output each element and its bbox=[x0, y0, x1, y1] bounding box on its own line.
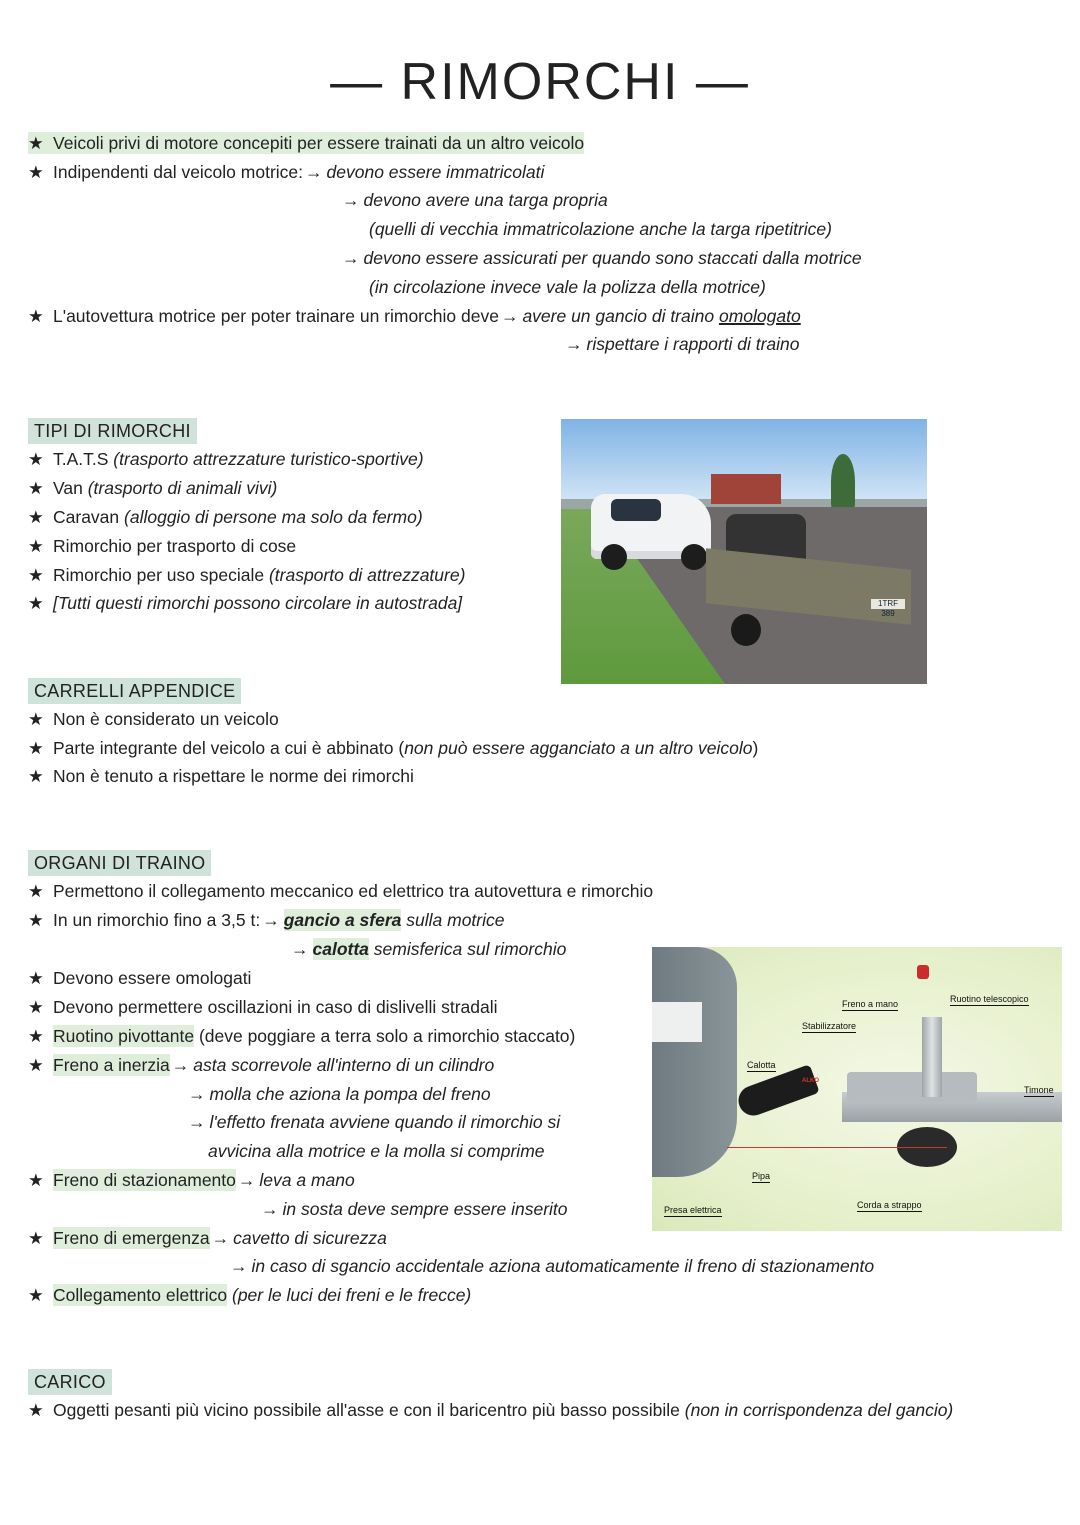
intro-line-3 bbox=[340, 187, 608, 213]
list-item-continued bbox=[186, 1109, 560, 1135]
intro-line-8 bbox=[563, 331, 800, 357]
text: Oggetti pesanti più vicino possibile all'asse e con il baricentro più basso possibile bbox=[53, 1400, 685, 1420]
page-title: — RIMORCHI — bbox=[330, 53, 750, 111]
text: (alloggio di persone ma solo da fermo) bbox=[119, 507, 423, 527]
text: Indipendenti dal veicolo motrice: bbox=[53, 162, 304, 182]
arrow-icon: → bbox=[230, 1256, 248, 1276]
list-item bbox=[28, 878, 653, 904]
text: Non è tenuto a rispettare le norme dei rimorchi bbox=[53, 766, 414, 786]
list-item bbox=[28, 475, 277, 501]
text: molla che aziona la pompa del freno bbox=[209, 1084, 491, 1104]
highlighted-text: calotta bbox=[312, 939, 369, 959]
arrow-icon: → bbox=[291, 939, 309, 959]
text: cavetto di sicurezza bbox=[233, 1228, 387, 1248]
text: sulla motrice bbox=[401, 910, 505, 930]
list-item bbox=[28, 446, 424, 472]
label-presa-elettrica: Presa elettrica bbox=[664, 1205, 722, 1215]
arrow-icon: → bbox=[237, 1170, 256, 1190]
star-icon: ★ bbox=[28, 738, 44, 758]
list-item bbox=[28, 735, 758, 761]
text: asta scorrevole all'interno di un cilindro bbox=[193, 1055, 495, 1075]
label-stabilizzatore: Stabilizzatore bbox=[802, 1021, 857, 1031]
star-icon: ★ bbox=[28, 565, 44, 585]
star-icon: ★ bbox=[28, 536, 44, 556]
text: ) bbox=[752, 738, 759, 758]
arrow-icon: → bbox=[211, 1228, 230, 1248]
list-item bbox=[28, 1225, 387, 1251]
text: devono essere immatricolati bbox=[326, 162, 545, 182]
text: (trasporto di animali vivi) bbox=[82, 478, 278, 498]
star-icon: ★ bbox=[28, 133, 44, 153]
list-item bbox=[28, 1167, 355, 1193]
intro-line-4: (quelli di vecchia immatricolazione anche la targa ripetitrice) bbox=[369, 219, 832, 239]
list-item-continued bbox=[228, 1253, 874, 1279]
arrow-icon: → bbox=[565, 334, 583, 354]
text: avere un gancio di traino bbox=[522, 306, 719, 326]
list-item-continued: avvicina alla motrice e la molla si comprime bbox=[208, 1141, 545, 1161]
text: Rimorchio per uso speciale bbox=[53, 565, 265, 585]
list-item bbox=[28, 763, 414, 789]
label-freno-a-mano: Freno a mano bbox=[842, 999, 899, 1009]
text: in caso di sgancio accidentale aziona automaticamente il freno di stazionamento bbox=[251, 1256, 875, 1276]
label-timone: Timone bbox=[1024, 1085, 1054, 1095]
star-icon: ★ bbox=[28, 968, 44, 988]
list-item bbox=[28, 533, 296, 559]
underlined-text: omologato bbox=[718, 306, 801, 326]
text: (non in corrispondenza del gancio) bbox=[684, 1400, 954, 1420]
highlighted-text: Freno di emergenza bbox=[53, 1228, 210, 1248]
arrow-icon: → bbox=[342, 248, 360, 268]
arrow-icon: → bbox=[171, 1055, 190, 1075]
text: non può essere agganciato a un altro veicolo bbox=[404, 738, 753, 758]
list-item bbox=[28, 907, 505, 933]
star-icon: ★ bbox=[28, 306, 44, 326]
list-item bbox=[28, 1282, 471, 1308]
list-item-continued bbox=[259, 1196, 568, 1222]
list-item bbox=[28, 1052, 494, 1078]
highlighted-text: gancio a sfera bbox=[283, 910, 402, 930]
list-item-continued bbox=[186, 1081, 491, 1107]
label-calotta: Calotta bbox=[747, 1060, 776, 1070]
list-item bbox=[28, 562, 465, 588]
star-icon: ★ bbox=[28, 997, 44, 1017]
list-item bbox=[28, 706, 279, 732]
text: (trasporto attrezzature turistico-sportive) bbox=[108, 449, 424, 469]
list-item bbox=[28, 1397, 953, 1423]
star-icon: ★ bbox=[28, 449, 44, 469]
section-header-tipi: TIPI DI RIMORCHI bbox=[28, 418, 197, 444]
text: Rimorchio per trasporto di cose bbox=[53, 536, 297, 556]
text: Veicoli privi di motore concepiti per essere trainati da un altro veicolo bbox=[53, 133, 585, 153]
text: In un rimorchio fino a 3,5 t: bbox=[53, 910, 261, 930]
text: Non è considerato un veicolo bbox=[53, 709, 279, 729]
text: rispettare i rapporti di traino bbox=[586, 334, 800, 354]
license-plate: 1TRF 389 bbox=[871, 599, 905, 609]
star-icon: ★ bbox=[28, 478, 44, 498]
intro-line-1 bbox=[28, 130, 584, 156]
text: Devono essere omologati bbox=[53, 968, 252, 988]
highlighted-text: Freno di stazionamento bbox=[53, 1170, 236, 1190]
list-item bbox=[28, 965, 251, 991]
star-icon: ★ bbox=[28, 1285, 44, 1305]
arrow-icon: → bbox=[305, 162, 323, 182]
list-item bbox=[28, 994, 498, 1020]
arrow-icon: → bbox=[262, 910, 280, 930]
star-icon: ★ bbox=[28, 162, 44, 182]
label-ruotino-telescopico: Ruotino telescopico bbox=[950, 994, 1029, 1004]
text: Van bbox=[53, 478, 83, 498]
star-icon: ★ bbox=[28, 881, 44, 901]
arrow-icon: → bbox=[188, 1084, 206, 1104]
text: devono essere assicurati per quando sono staccati dalla motrice bbox=[363, 248, 862, 268]
list-item bbox=[28, 1023, 575, 1049]
arrow-icon: → bbox=[188, 1112, 206, 1132]
text: in sosta deve sempre essere inserito bbox=[282, 1199, 568, 1219]
highlighted-text: Collegamento elettrico bbox=[53, 1285, 228, 1305]
intro-line-5 bbox=[340, 245, 862, 271]
intro-line-6: (in circolazione invece vale la polizza della motrice) bbox=[369, 277, 766, 297]
star-icon: ★ bbox=[28, 1400, 44, 1420]
trailer-photo bbox=[561, 419, 927, 684]
text: l'effetto frenata avviene quando il rimorchio si bbox=[209, 1112, 561, 1132]
label-corda-a-strappo: Corda a strappo bbox=[857, 1200, 922, 1210]
star-icon: ★ bbox=[28, 1026, 44, 1046]
label-pipa: Pipa bbox=[752, 1171, 771, 1181]
star-icon: ★ bbox=[28, 709, 44, 729]
text: T.A.T.S bbox=[53, 449, 109, 469]
section-header-carrelli: CARRELLI APPENDICE bbox=[28, 678, 241, 704]
intro-line-2 bbox=[28, 159, 544, 185]
list-item-continued bbox=[289, 936, 566, 962]
text: leva a mano bbox=[259, 1170, 355, 1190]
highlighted-text: Freno a inerzia bbox=[53, 1055, 170, 1075]
star-icon: ★ bbox=[28, 766, 44, 786]
star-icon: ★ bbox=[28, 1055, 44, 1075]
list-item bbox=[28, 590, 462, 616]
text: devono avere una targa propria bbox=[363, 190, 608, 210]
hitch-diagram bbox=[652, 947, 1062, 1231]
text: Devono permettere oscillazioni in caso di dislivelli stradali bbox=[53, 997, 498, 1017]
arrow-icon: → bbox=[261, 1199, 279, 1219]
text: [Tutti questi rimorchi possono circolare in autostrada] bbox=[53, 593, 463, 613]
arrow-icon: → bbox=[342, 190, 360, 210]
star-icon: ★ bbox=[28, 910, 44, 930]
text: semisferica sul rimorchio bbox=[368, 939, 567, 959]
text: Parte integrante del veicolo a cui è abbinato ( bbox=[53, 738, 405, 758]
star-icon: ★ bbox=[28, 593, 44, 613]
star-icon: ★ bbox=[28, 507, 44, 527]
highlighted-text: Ruotino pivottante bbox=[53, 1026, 195, 1046]
text: Permettono il collegamento meccanico ed elettrico tra autovettura e rimorchio bbox=[53, 881, 654, 901]
brand-logo: ALKO bbox=[802, 1078, 819, 1084]
section-header-organi: ORGANI DI TRAINO bbox=[28, 850, 211, 876]
arrow-icon: → bbox=[500, 306, 519, 326]
text: Caravan bbox=[53, 507, 120, 527]
intro-line-7 bbox=[28, 303, 801, 329]
section-header-carico: CARICO bbox=[28, 1369, 112, 1395]
list-item bbox=[28, 504, 423, 530]
text: (trasporto di attrezzature) bbox=[264, 565, 466, 585]
star-icon: ★ bbox=[28, 1170, 44, 1190]
text: (per le luci dei freni e le frecce) bbox=[227, 1285, 472, 1305]
text: (deve poggiare a terra solo a rimorchio staccato) bbox=[194, 1026, 576, 1046]
star-icon: ★ bbox=[28, 1228, 44, 1248]
text: L'autovettura motrice per poter trainare un rimorchio deve bbox=[53, 306, 499, 326]
